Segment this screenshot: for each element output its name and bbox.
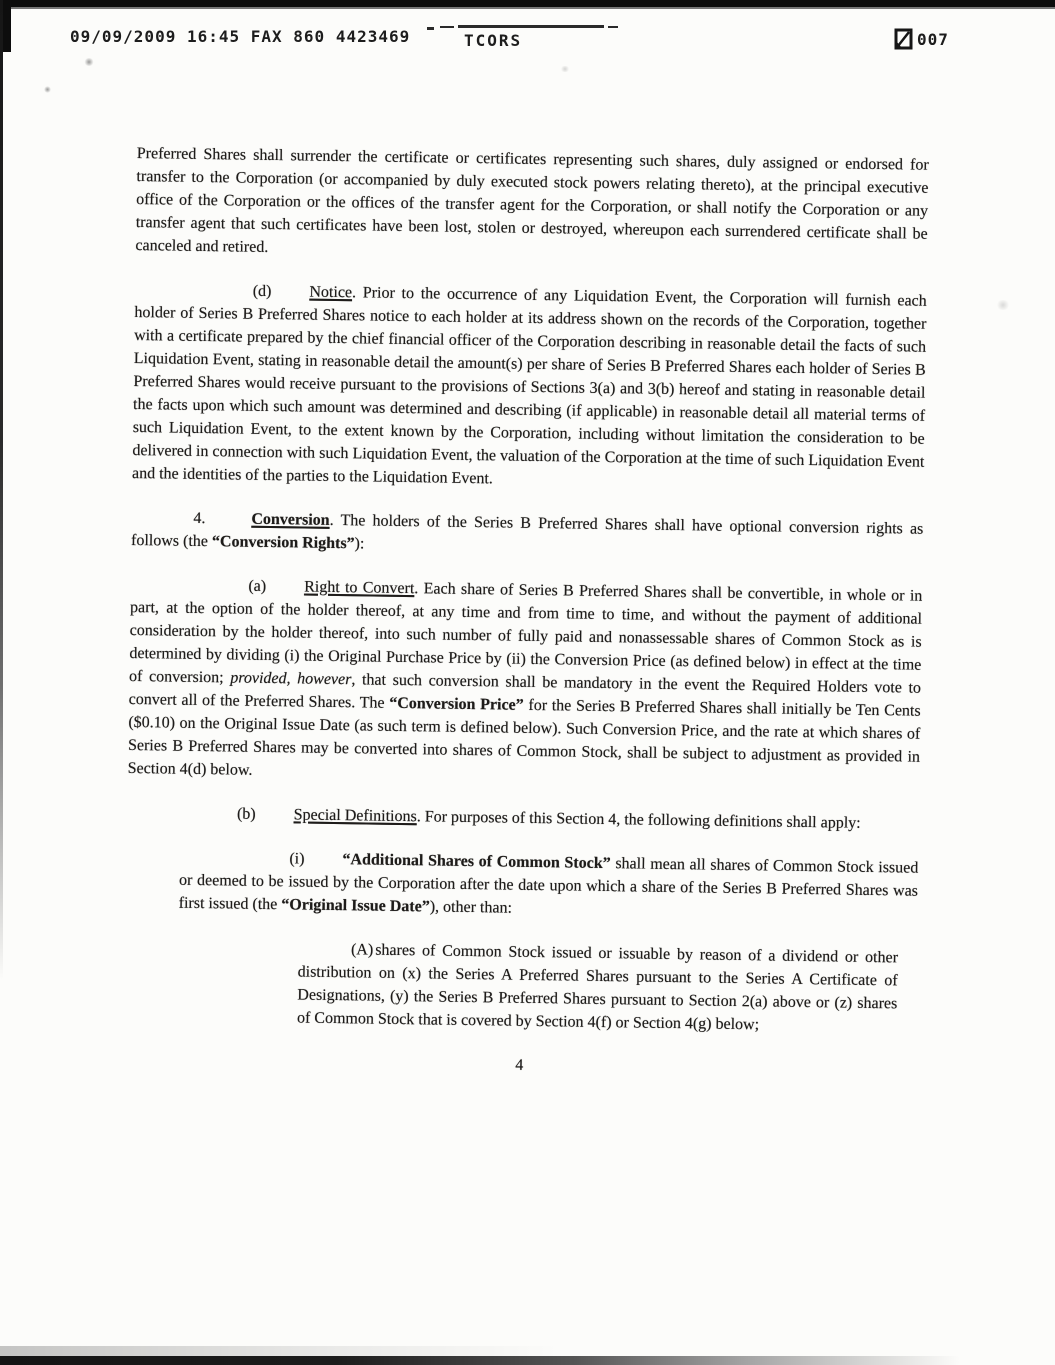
fax-header-sender: TCORS	[464, 31, 523, 50]
paragraph-i-additional-shares: (i) “Additional Shares of Common Stock” shall mean all shares of Common Stock issued or deemed to be issued by the Corporation after the date upon which a share of the Series B Preferred Shares was first issued (the “Original Issue Date”), other than:	[178, 850, 919, 917]
fax-header-rule	[608, 26, 618, 28]
scan-artifact-left-edge-line	[0, 0, 3, 980]
scan-speck	[84, 58, 94, 66]
paragraph-a-right-to-convert: (a) Right to Convert. Each share of Series B Preferred Shares shall be convertible, in whole or in part, at the option of the holder thereof, at any time and from time to time, and without the payment of additional consideration by the holder thereof, into such number of fully paid and nonassessable shares of Common Stock as is determined by dividing (i) the Original Purchase Price by (ii) the Conversion Price (as defined below) in effect at the time of conversion; provided, however, that such conversion shall be mandatory in the event the Required Holders vote to convert all of the Preferred Shares. The “Conversion Price” for the Series B Preferred Shares shall initially be Ten Cents ($0.10) on the Original Issue Date (as such term is defined below). Such Conversion Price, and the rate at which shares of Series B Preferred Shares may be converted into shares of Common Stock, shall be subject to adjustment as provided in Section 4(d) below.	[127, 577, 923, 779]
scan-artifact-corner-block	[0, 0, 11, 52]
paragraph-section-4-conversion: 4. Conversion. The holders of the Series B Preferred Shares shall have optional conversion rights as follows (the “Conversion Rights”):	[130, 509, 924, 553]
scan-artifact-top-bar	[0, 0, 1055, 9]
fax-header-datetime: 09/09/2009 16:45 FAX 860 4423469	[70, 27, 411, 46]
scan-speck	[44, 86, 51, 93]
scan-speck	[996, 300, 1010, 310]
fax-header-rule	[440, 26, 454, 28]
paragraph-A-dividend-distribution: (A) shares of Common Stock issued or issuable by reason of a dividend or other distribution on (x) the Series A Preferred Shares pursuant to the Series A Certificate of Designations, (y) the Series B Preferred Shares pursuant to Section 2(a) above or (z) shares of Common Stock that is covered by Section 4(f) or Section 4(g) below;	[296, 941, 899, 1034]
paragraph-continuation: Preferred Shares shall surrender the certificate or certificates representing such shares, duly assigned or endorsed for transfer to the Corporation (or accompanied by duly executed stock powers relating thereto), at the principal executive office of the Corporation or the offices of the transfer agent for the Corporation, or shall notify the Corporation or any transfer agent that such certificates have been lost, stolen or destroyed, whereupon each surrendered certificate shall be canceled and retired.	[135, 144, 929, 256]
paragraph-d-notice: (d) Notice. Prior to the occurrence of any Liquidation Event, the Corporation will furnish each holder of Series B Preferred Shares notice to each holder at its address shown on the records of the Corporation, together with a certificate prepared by the chief financial officer of the Corporation describing in reasonable detail the facts of such Liquidation Event, stating in reasonable detail the amount(s) per share of Series B Preferred Shares each holder of Series B Preferred Shares would receive pursuant to the provisions of Sections 3(a) and 3(b) hereof and stating in reasonable detail the facts upon which such amount was determined and describing (if applicable) in reasonable detail all material terms of such Liquidation Event, to the extent known by the Corporation, including without limitation the consideration to be delivered in connection with such Liquidation Event, the valuation of the Corporation at the time of such Liquidation Event and the identities of the parties to the Liquidation Event.	[131, 282, 927, 488]
paragraph-b-special-definitions: (b) Special Definitions. For purposes of this Section 4, the following definitions shall apply:	[236, 805, 861, 832]
fax-header-rule	[427, 27, 434, 30]
fax-page-stamp-number: 007	[917, 29, 949, 49]
fax-header-rule	[458, 25, 604, 28]
fax-note-icon	[894, 28, 914, 50]
scan-speck	[560, 66, 570, 72]
scan-artifact-bottom-bar	[0, 1356, 960, 1365]
scan-artifact-bottom-smudge	[0, 1346, 560, 1356]
document-body	[123, 142, 929, 1104]
page-number: 4	[515, 1056, 524, 1074]
fax-page-stamp	[894, 28, 949, 50]
